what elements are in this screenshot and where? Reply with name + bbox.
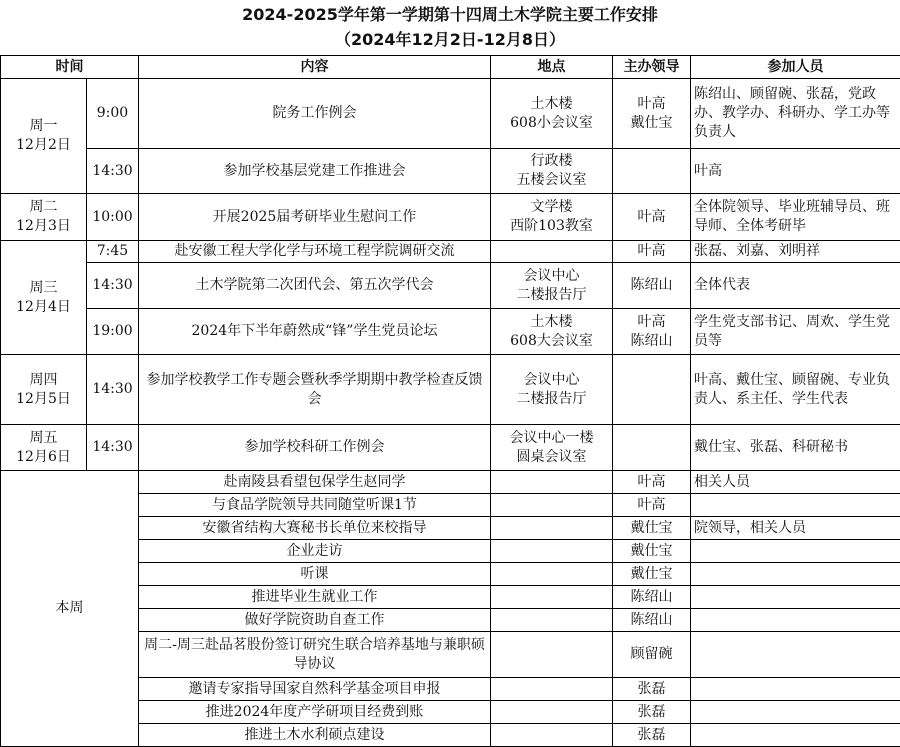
place-building: 会议中心	[523, 267, 580, 284]
people-cell	[691, 563, 900, 586]
place-cell	[491, 149, 613, 194]
place-cell	[491, 517, 613, 540]
content-cell: 做好学院资助自查工作	[139, 609, 491, 632]
day-weekday: 周四	[29, 371, 58, 388]
place-cell	[491, 263, 613, 309]
place-building: 文学楼	[530, 199, 573, 215]
place-cell	[491, 309, 613, 355]
day-cell-thu	[1, 355, 87, 425]
place-building: 土木楼	[530, 313, 573, 330]
lead-cell: 张磊	[613, 724, 691, 747]
day-cell-wed	[1, 241, 87, 355]
people-cell	[691, 586, 900, 609]
people-cell	[691, 632, 900, 678]
place-room: 608小会议室	[510, 114, 593, 131]
time-cell: 14:30	[87, 263, 139, 309]
header-lead: 主办领导	[613, 56, 691, 79]
people-cell: 张磊、刘嘉、刘明祥	[691, 241, 900, 263]
time-cell: 10:00	[87, 194, 139, 241]
table-row	[1, 309, 900, 355]
lead-cell	[613, 355, 691, 425]
day-cell-tue	[1, 194, 87, 241]
day-weekday: 周三	[29, 279, 58, 296]
schedule-table	[0, 55, 900, 747]
place-cell	[491, 678, 613, 701]
header-time: 时间	[1, 56, 139, 79]
page-subtitle: （2024年12月2日-12月8日）	[335, 30, 565, 49]
lead-cell: 叶高	[613, 194, 691, 241]
lead-cell	[613, 425, 691, 471]
place-room: 608大会议室	[510, 332, 593, 349]
lead-cell	[613, 149, 691, 194]
place-room: 五楼会议室	[516, 172, 587, 188]
place-cell	[491, 586, 613, 609]
lead-name: 叶高	[637, 95, 666, 112]
day-date: 12月4日	[16, 298, 71, 315]
people-cell: 戴仕宝、张磊、科研秘书	[691, 425, 900, 471]
day-weekday: 周一	[29, 118, 58, 134]
lead-cell	[613, 79, 691, 149]
place-building: 行政楼	[530, 153, 573, 169]
lead-cell: 陈绍山	[613, 609, 691, 632]
lead-cell: 张磊	[613, 701, 691, 724]
page-title: 2024-2025学年第一学期第十四周土木学院主要工作安排	[242, 5, 658, 24]
content-cell: 推进2024年度产学研项目经费到账	[139, 701, 491, 724]
people-cell: 全体代表	[691, 263, 900, 309]
lead-cell: 陈绍山	[613, 263, 691, 309]
lead-cell: 戴仕宝	[613, 517, 691, 540]
people-cell: 全体院领导、毕业班辅导员、班导师、全体考研毕	[691, 194, 900, 241]
day-weekday: 周五	[29, 429, 58, 446]
place-cell	[491, 194, 613, 241]
day-date: 12月3日	[16, 218, 71, 234]
people-cell	[691, 494, 900, 517]
lead-name: 戴仕宝	[630, 114, 673, 131]
content-cell: 推进毕业生就业工作	[139, 586, 491, 609]
place-cell	[491, 241, 613, 263]
people-cell: 学生党支部书记、周欢、学生党员等	[691, 309, 900, 355]
header-people: 参加人员	[691, 56, 900, 79]
content-cell: 听课	[139, 563, 491, 586]
content-cell: 推进土木水利硕点建设	[139, 724, 491, 747]
place-cell	[491, 425, 613, 471]
time-cell: 9:00	[87, 79, 139, 149]
time-cell: 14:30	[87, 425, 139, 471]
place-cell	[491, 701, 613, 724]
content-cell: 参加学校科研工作例会	[139, 425, 491, 471]
content-cell: 赴南陵县看望包保学生赵同学	[139, 471, 491, 494]
place-cell	[491, 471, 613, 494]
week-label: 本周	[1, 471, 139, 747]
lead-name: 叶高	[637, 313, 666, 330]
people-cell	[691, 609, 900, 632]
content-cell: 企业走访	[139, 540, 491, 563]
lead-cell: 戴仕宝	[613, 563, 691, 586]
time-cell: 14:30	[87, 149, 139, 194]
place-cell	[491, 494, 613, 517]
place-building: 会议中心一楼	[509, 429, 594, 446]
day-cell-fri	[1, 425, 87, 471]
header-row	[1, 56, 900, 79]
content-cell: 2024年下半年蔚然成“锋”学生党员论坛	[139, 309, 491, 355]
place-room: 二楼报告厅	[516, 286, 587, 303]
content-cell: 与食品学院领导共同随堂听课1节	[139, 494, 491, 517]
day-date: 12月6日	[16, 448, 71, 465]
time-cell: 7:45	[87, 241, 139, 263]
content-cell: 安徽省结构大赛秘书长单位来校指导	[139, 517, 491, 540]
people-cell: 相关人员	[691, 471, 900, 494]
place-cell	[491, 563, 613, 586]
place-room: 二楼报告厅	[516, 390, 587, 407]
table-row	[1, 79, 900, 149]
lead-cell: 顾留碗	[613, 632, 691, 678]
time-cell: 14:30	[87, 355, 139, 425]
place-cell	[491, 355, 613, 425]
lead-cell: 叶高	[613, 241, 691, 263]
header-place: 地点	[491, 56, 613, 79]
place-cell	[491, 632, 613, 678]
lead-cell	[613, 309, 691, 355]
place-cell	[491, 540, 613, 563]
time-cell: 19:00	[87, 309, 139, 355]
content-cell: 院务工作例会	[139, 79, 491, 149]
place-cell	[491, 724, 613, 747]
header-content: 内容	[139, 56, 491, 79]
place-building: 土木楼	[530, 95, 573, 112]
content-cell: 土木学院第二次团代会、第五次学代会	[139, 263, 491, 309]
content-cell: 参加学校教学工作专题会暨秋季学期期中教学检查反馈会	[139, 355, 491, 425]
lead-cell: 叶高	[613, 494, 691, 517]
table-row	[1, 471, 900, 494]
people-cell: 叶高、戴仕宝、顾留碗、专业负责人、系主任、学生代表	[691, 355, 900, 425]
place-cell	[491, 79, 613, 149]
table-row	[1, 194, 900, 241]
people-cell: 院领导，相关人员	[691, 517, 900, 540]
lead-cell: 陈绍山	[613, 586, 691, 609]
content-cell: 周二-周三赴品茗股份签订研究生联合培养基地与兼职硕导协议	[139, 632, 491, 678]
day-weekday: 周二	[29, 199, 58, 215]
table-row	[1, 355, 900, 425]
place-building: 会议中心	[523, 371, 580, 388]
table-row	[1, 263, 900, 309]
lead-cell: 戴仕宝	[613, 540, 691, 563]
day-date: 12月5日	[16, 390, 71, 407]
people-cell: 叶高	[691, 149, 900, 194]
content-cell: 赴安徽工程大学化学与环境工程学院调研交流	[139, 241, 491, 263]
people-cell	[691, 540, 900, 563]
place-room: 西阶103教室	[510, 218, 593, 234]
day-date: 12月2日	[16, 137, 71, 153]
table-row	[1, 241, 900, 263]
content-cell: 邀请专家指导国家自然科学基金项目申报	[139, 678, 491, 701]
lead-cell: 张磊	[613, 678, 691, 701]
people-cell	[691, 678, 900, 701]
content-cell: 开展2025届考研毕业生慰问工作	[139, 194, 491, 241]
lead-name: 陈绍山	[630, 332, 673, 349]
people-cell	[691, 724, 900, 747]
place-room: 圆桌会议室	[516, 448, 587, 465]
content-cell: 参加学校基层党建工作推进会	[139, 149, 491, 194]
table-row	[1, 425, 900, 471]
people-cell: 陈绍山、顾留碗、张磊，党政办、教学办、科研办、学工办等负责人	[691, 79, 900, 149]
lead-cell: 叶高	[613, 471, 691, 494]
day-cell-mon	[1, 79, 87, 194]
people-cell	[691, 701, 900, 724]
table-row	[1, 149, 900, 194]
place-cell	[491, 609, 613, 632]
